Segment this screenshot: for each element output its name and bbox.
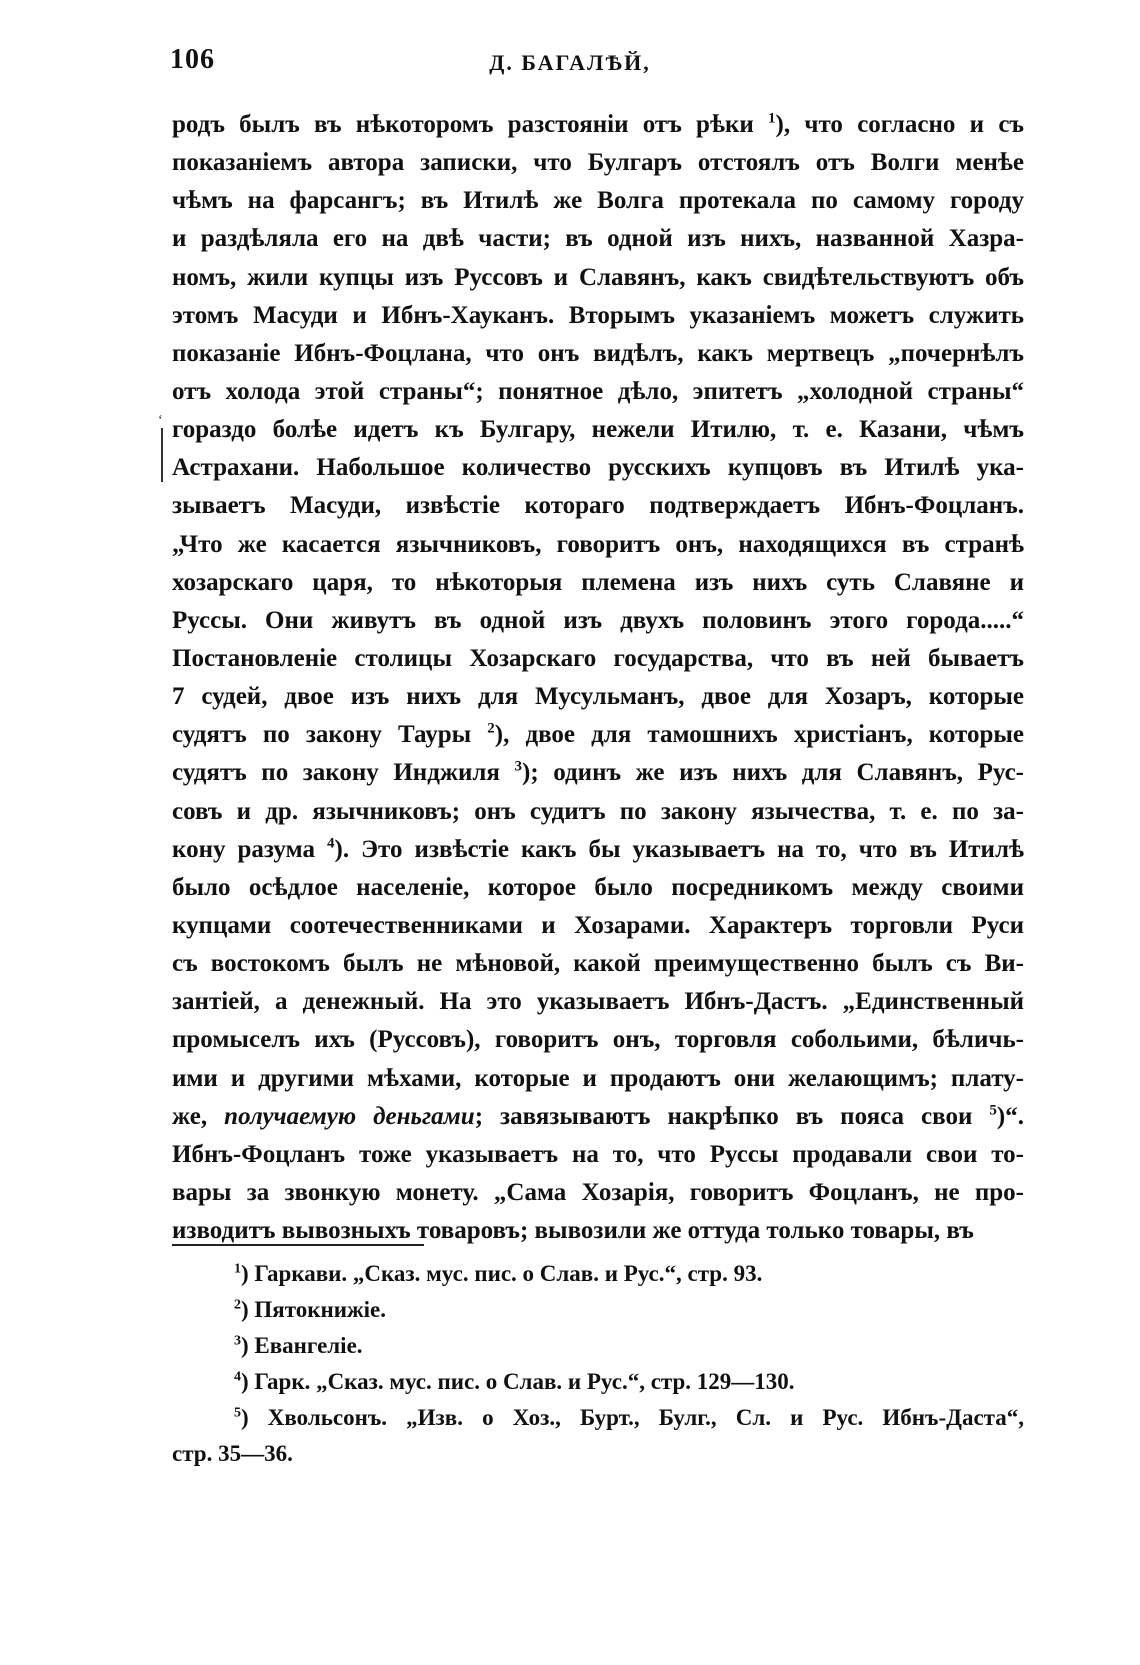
footnote [172, 1436, 1024, 1472]
line-text-tail: ; завязываютъ накрѣпко въ пояса свои [474, 1102, 990, 1130]
text-line [172, 716, 1024, 754]
text-line [172, 526, 1024, 564]
text-line [172, 449, 1024, 487]
footnote [172, 1292, 1024, 1328]
footnote [172, 1400, 1024, 1436]
line-text: родъ былъ въ нѣкоторомъ разстояніи отъ рѣки [172, 111, 769, 138]
text-line [172, 907, 1024, 945]
line-text: изводитъ вывозныхъ товаровъ; вывозили же оттуда только товары, въ [172, 1217, 974, 1245]
footnote-ref: 2 [487, 720, 495, 737]
text-line [172, 220, 1024, 258]
margin-bracket [161, 428, 163, 482]
footnote-ref: 4 [327, 835, 335, 852]
line-text: зантіей, а денежный. На это указываетъ Ибнъ-Дастъ. „Единственный [172, 988, 1024, 1016]
footnote-ref: 1 [768, 110, 776, 127]
footnote-text: ) Гаркави. „Сказ. мус. пис. о Слав. и Рус.“, стр. 93. [241, 1261, 763, 1286]
text-line [172, 1136, 1024, 1174]
line-text-tail: ), двое для тамошнихъ христіанъ, которые [494, 721, 1024, 749]
footnote-mark: 3 [234, 1333, 241, 1349]
footnote [172, 1364, 1024, 1400]
text-line [172, 335, 1024, 373]
text-line [172, 259, 1024, 297]
margin-mark: ‘ [158, 413, 163, 428]
text-line [172, 487, 1024, 525]
line-text: Ибнъ-Фоцланъ тоже указываетъ на то, что Руссы продавали свои то- [172, 1140, 1024, 1168]
footnote-text: ) Хвольсонъ. „Изв. о Хоз., Бурт., Булг., Сл. и Рус. Ибнъ-Даста“, [241, 1405, 1024, 1430]
line-text: ими и другими мѣхами, которые и продаютъ они желающимъ; плату- [172, 1064, 1024, 1092]
line-text: Астрахани. Набольшое количество русскихъ купцовъ въ Итилѣ ука- [172, 454, 1024, 482]
text-line [172, 754, 1024, 792]
line-text: показаніемъ автора записки, что Булгаръ отстоялъ отъ Волги менѣе [172, 149, 1024, 177]
line-text: зываетъ Масуди, извѣстіе котораго подтверждаетъ Ибнъ-Фоцланъ. [172, 492, 1024, 520]
footnote-text: ) Евангеліе. [241, 1333, 363, 1358]
text-line [172, 1060, 1024, 1098]
line-text: Постановленіе столицы Хозарскаго государства, что въ ней бываетъ [172, 644, 1024, 672]
line-text: кону разума [172, 835, 327, 863]
line-text: судятъ по закону Тауры [172, 721, 488, 749]
line-text: отъ холода этой страны“; понятное дѣло, эпитетъ „холодной страны“ [172, 377, 1024, 405]
footnote-mark: 2 [234, 1297, 241, 1313]
footnote [172, 1256, 1024, 1292]
text-line [172, 1174, 1024, 1212]
text-line [172, 602, 1024, 640]
running-head: Д. БАГАЛѢЙ, [489, 50, 651, 75]
line-text: этомъ Масуди и Ибнъ-Хауканъ. Вторымъ указаніемъ можетъ служить [172, 301, 1024, 329]
line-text: съ востокомъ былъ не мѣновой, какой преимущественно былъ съ Ви- [172, 950, 1024, 978]
italic-phrase: получаемую деньгами [224, 1102, 475, 1130]
footnote [172, 1328, 1024, 1364]
text-line [172, 1021, 1024, 1059]
line-text: было осѣдлое населеніе, которое было посредникомъ между своими [172, 873, 1024, 901]
line-text-tail: ). Это извѣстіе какъ бы указываетъ на то, что въ Итилѣ [334, 835, 1024, 863]
footnote-text: ) Пятокнижіе. [241, 1297, 387, 1322]
line-text: Руссы. Они живутъ въ одной изъ двухъ половинъ этого города.....“ [172, 606, 1024, 634]
page-number: 106 [170, 44, 215, 75]
text-line [172, 945, 1024, 983]
main-text [172, 106, 1024, 1250]
text-line [172, 983, 1024, 1021]
footnote-rule [172, 1244, 424, 1246]
line-text-tail: ), что согласно и съ [775, 111, 1024, 138]
footnote-text: стр. 35—36. [172, 1441, 293, 1466]
text-line [172, 678, 1024, 716]
footnote-mark: 5 [234, 1405, 241, 1421]
text-line [172, 411, 1024, 449]
line-text: и раздѣляла его на двѣ части; въ одной изъ нихъ, названной Хазра- [172, 225, 1024, 253]
line-text: 7 судей, двое изъ нихъ для Мусульманъ, двое для Хозаръ, которые [172, 683, 1024, 711]
text-line [172, 831, 1024, 869]
line-text: хозарскаго царя, то нѣкоторыя племена изъ нихъ суть Славяне и [172, 568, 1024, 596]
line-text: номъ, жили купцы изъ Руссовъ и Славянъ, какъ свидѣтельствуютъ объ [172, 263, 1024, 291]
line-text-tail: )“. [996, 1102, 1024, 1130]
text-line [172, 106, 1024, 144]
line-text-tail: ); одинъ же изъ нихъ для Славянъ, Рус- [522, 759, 1024, 787]
text-line [172, 373, 1024, 411]
footnote-mark: 1 [234, 1261, 241, 1277]
line-text: совъ и др. язычниковъ; онъ судитъ по закону язычества, т. е. по за- [172, 797, 1024, 825]
line-text: вары за звонкую монету. „Сама Хозарія, говоритъ Фоцланъ, не про- [172, 1178, 1024, 1206]
footnote-text: ) Гарк. „Сказ. мус. пис. о Слав. и Рус.“, стр. 129—130. [241, 1369, 795, 1394]
line-text: же, [172, 1102, 225, 1130]
line-text: показаніе Ибнъ-Фоцлана, что онъ видѣлъ, какъ мертвецъ „почернѣлъ [172, 339, 1024, 367]
text-line [172, 1098, 1024, 1136]
text-line [172, 869, 1024, 907]
line-text: судятъ по закону Инджиля [172, 759, 515, 787]
text-line [172, 182, 1024, 220]
line-text: чѣмъ на фарсангъ; въ Итилѣ же Волга протекала по самому городу [172, 187, 1024, 215]
line-text: промыселъ ихъ (Руссовъ), говоритъ онъ, торговля собольими, бѣличь- [172, 1026, 1024, 1054]
text-line [172, 564, 1024, 602]
footnotes [172, 1256, 1024, 1472]
footnote-ref: 3 [514, 759, 523, 776]
text-line [172, 297, 1024, 335]
line-text: „Что же касается язычниковъ, говоритъ онъ, находящихся въ странѣ [172, 530, 1024, 558]
footnote-mark: 4 [234, 1369, 241, 1385]
line-text: купцами соотечественниками и Хозарами. Характеръ торговли Руси [172, 911, 1024, 939]
text-line [172, 793, 1024, 831]
line-text: гораздо болѣе идетъ къ Булгару, нежели Итилю, т. е. Казани, чѣмъ [172, 416, 1024, 444]
text-line [172, 640, 1024, 678]
footnote-ref: 5 [989, 1102, 997, 1119]
text-line [172, 144, 1024, 182]
